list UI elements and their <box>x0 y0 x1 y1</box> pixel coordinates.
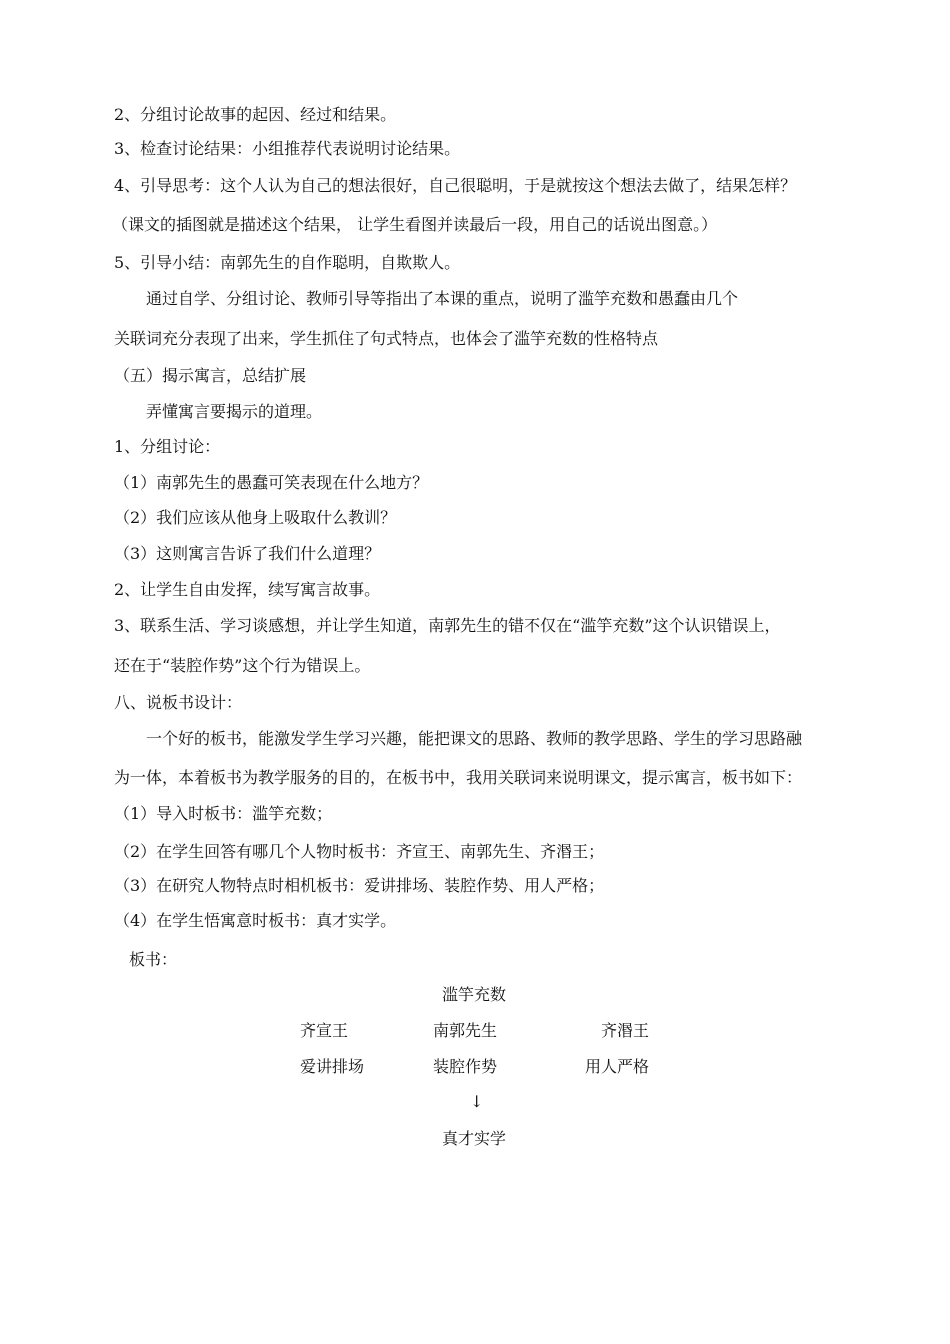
paragraph: 3、联系生活、学习谈感想，并让学生知道，南郭先生的错不仅在“滥竽充数”这个认识错误上， <box>114 616 781 635</box>
list-item: （1）南郭先生的愚蠢可笑表现在什么地方？ <box>114 473 429 492</box>
board-label: 板书： <box>129 950 178 969</box>
list-item: （4）在学生悟寓意时板书：真才实学。 <box>114 911 397 930</box>
paragraph: 5、引导小结：南郭先生的自作聪明，自欺欺人。 <box>114 253 461 272</box>
board-trait: 爱讲排场 <box>300 1057 365 1076</box>
paragraph: 还在于“装腔作势”这个行为错误上。 <box>114 656 371 675</box>
section-heading: （五）揭示寓言，总结扩展 <box>114 366 307 385</box>
paragraph: 通过自学、分组讨论、教师引导等指出了本课的重点，说明了滥竽充数和愚蠢由几个 <box>146 289 739 308</box>
section-heading: 八、说板书设计： <box>114 693 243 712</box>
paragraph: 2、分组讨论故事的起因、经过和结果。 <box>114 105 397 124</box>
board-title: 滥竽充数 <box>442 985 507 1004</box>
board-person: 齐宣王 <box>300 1021 349 1040</box>
board-person: 南郭先生 <box>433 1021 498 1040</box>
board-trait: 用人严格 <box>585 1057 650 1076</box>
paragraph: 一个好的板书，能激发学生学习兴趣，能把课文的思路、教师的教学思路、学生的学习思路融 <box>146 729 803 748</box>
paragraph: （课文的插图就是描述这个结果， 让学生看图并读最后一段，用自己的话说出图意。） <box>112 215 718 234</box>
list-item: （2）我们应该从他身上吸取什么教训？ <box>114 508 397 527</box>
list-item: （1）导入时板书：滥竽充数； <box>114 804 333 823</box>
list-item: （2）在学生回答有哪几个人物时板书：齐宣王、南郭先生、齐湣王； <box>114 842 605 861</box>
down-arrow-icon: ↓ <box>470 1092 484 1111</box>
board-conclusion: 真才实学 <box>442 1129 507 1148</box>
list-item: （3）在研究人物特点时相机板书：爱讲排场、装腔作势、用人严格； <box>114 876 605 895</box>
board-person: 齐湣王 <box>601 1021 650 1040</box>
paragraph: 2、让学生自由发挥，续写寓言故事。 <box>114 580 381 599</box>
paragraph: 关联词充分表现了出来，学生抓住了句式特点，也体会了滥竽充数的性格特点 <box>114 329 659 348</box>
paragraph: 1、分组讨论： <box>114 437 221 456</box>
board-trait: 装腔作势 <box>433 1057 498 1076</box>
paragraph: 为一体，本着板书为教学服务的目的，在板书中，我用关联词来说明课文，提示寓言，板书如下： <box>114 768 803 787</box>
paragraph: 3、检查讨论结果：小组推荐代表说明讨论结果。 <box>114 139 461 158</box>
paragraph: 4、引导思考：这个人认为自己的想法很好，自己很聪明，于是就按这个想法去做了，结果怎样？ <box>114 176 797 195</box>
paragraph: 弄懂寓言要揭示的道理。 <box>146 402 323 421</box>
list-item: （3）这则寓言告诉了我们什么道理？ <box>114 544 381 563</box>
